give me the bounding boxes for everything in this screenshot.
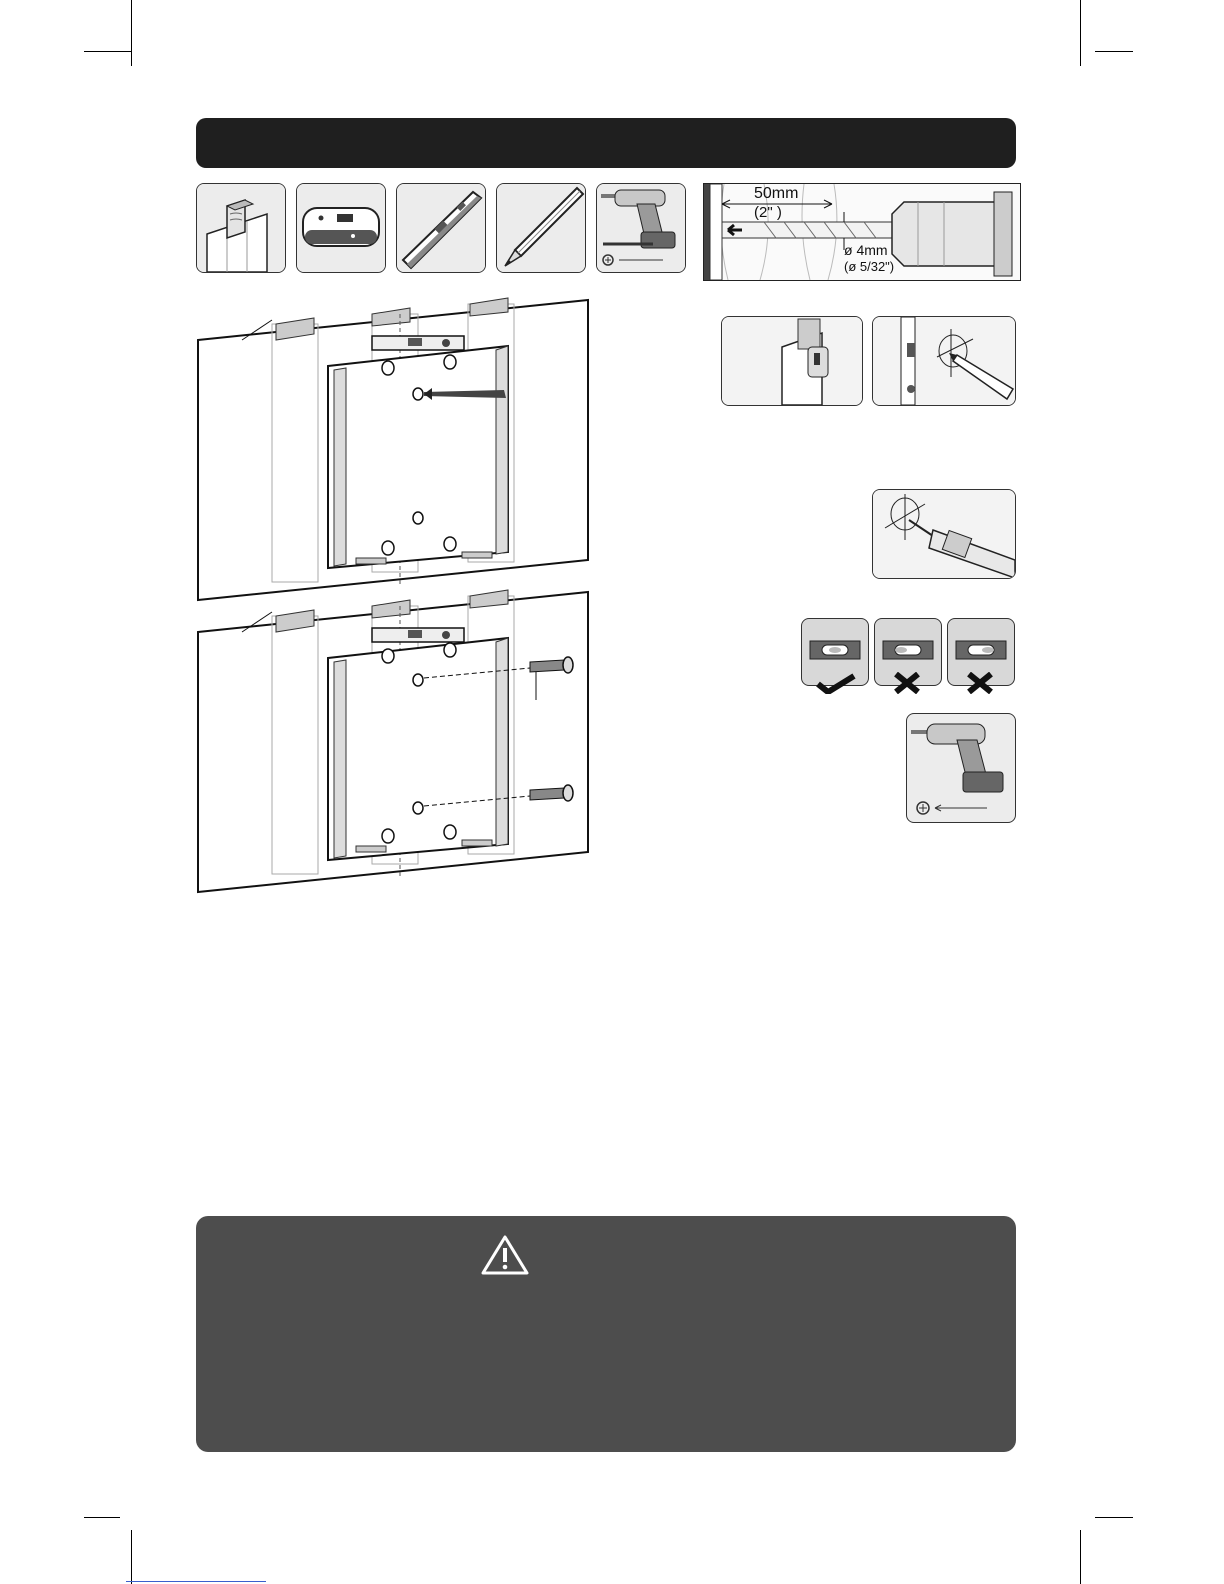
wood-stud-icon bbox=[196, 183, 286, 273]
wall-mount-marking-diagram bbox=[196, 296, 590, 602]
drill-diameter-in: (ø 5/32") bbox=[844, 259, 895, 274]
wall-mount-screw-diagram bbox=[196, 588, 590, 894]
drill-diameter-mm: ø 4mm bbox=[844, 242, 888, 258]
warning-triangle-icon bbox=[480, 1234, 530, 1276]
stud-finder-icon bbox=[296, 183, 386, 273]
cross-icon bbox=[967, 672, 993, 694]
checkmark-icon bbox=[816, 672, 856, 694]
crop-mark bbox=[1095, 1517, 1133, 1518]
pencil-icon bbox=[496, 183, 586, 273]
crop-mark bbox=[84, 1517, 120, 1518]
drill-depth-diagram bbox=[703, 183, 1021, 281]
crop-mark bbox=[84, 51, 132, 52]
stud-finder-inset bbox=[721, 316, 863, 406]
crop-mark bbox=[131, 0, 132, 66]
drill-depth-in: (2" ) bbox=[754, 204, 782, 221]
spirit-level-icon bbox=[396, 183, 486, 273]
section-header-bar bbox=[196, 118, 1016, 168]
drill-depth-mm: 50mm bbox=[754, 185, 799, 202]
crop-mark bbox=[1080, 0, 1081, 66]
pencil-mark-inset bbox=[872, 316, 1016, 406]
link-underline bbox=[126, 1581, 266, 1582]
power-drill-icon bbox=[596, 183, 686, 273]
drill-hole-inset bbox=[872, 489, 1016, 579]
screwdriver-drill-inset bbox=[906, 713, 1016, 823]
crop-mark bbox=[1095, 51, 1133, 52]
cross-icon bbox=[894, 672, 920, 694]
crop-mark bbox=[131, 1530, 132, 1584]
warning-box bbox=[196, 1216, 1016, 1452]
crop-mark bbox=[1080, 1530, 1081, 1584]
